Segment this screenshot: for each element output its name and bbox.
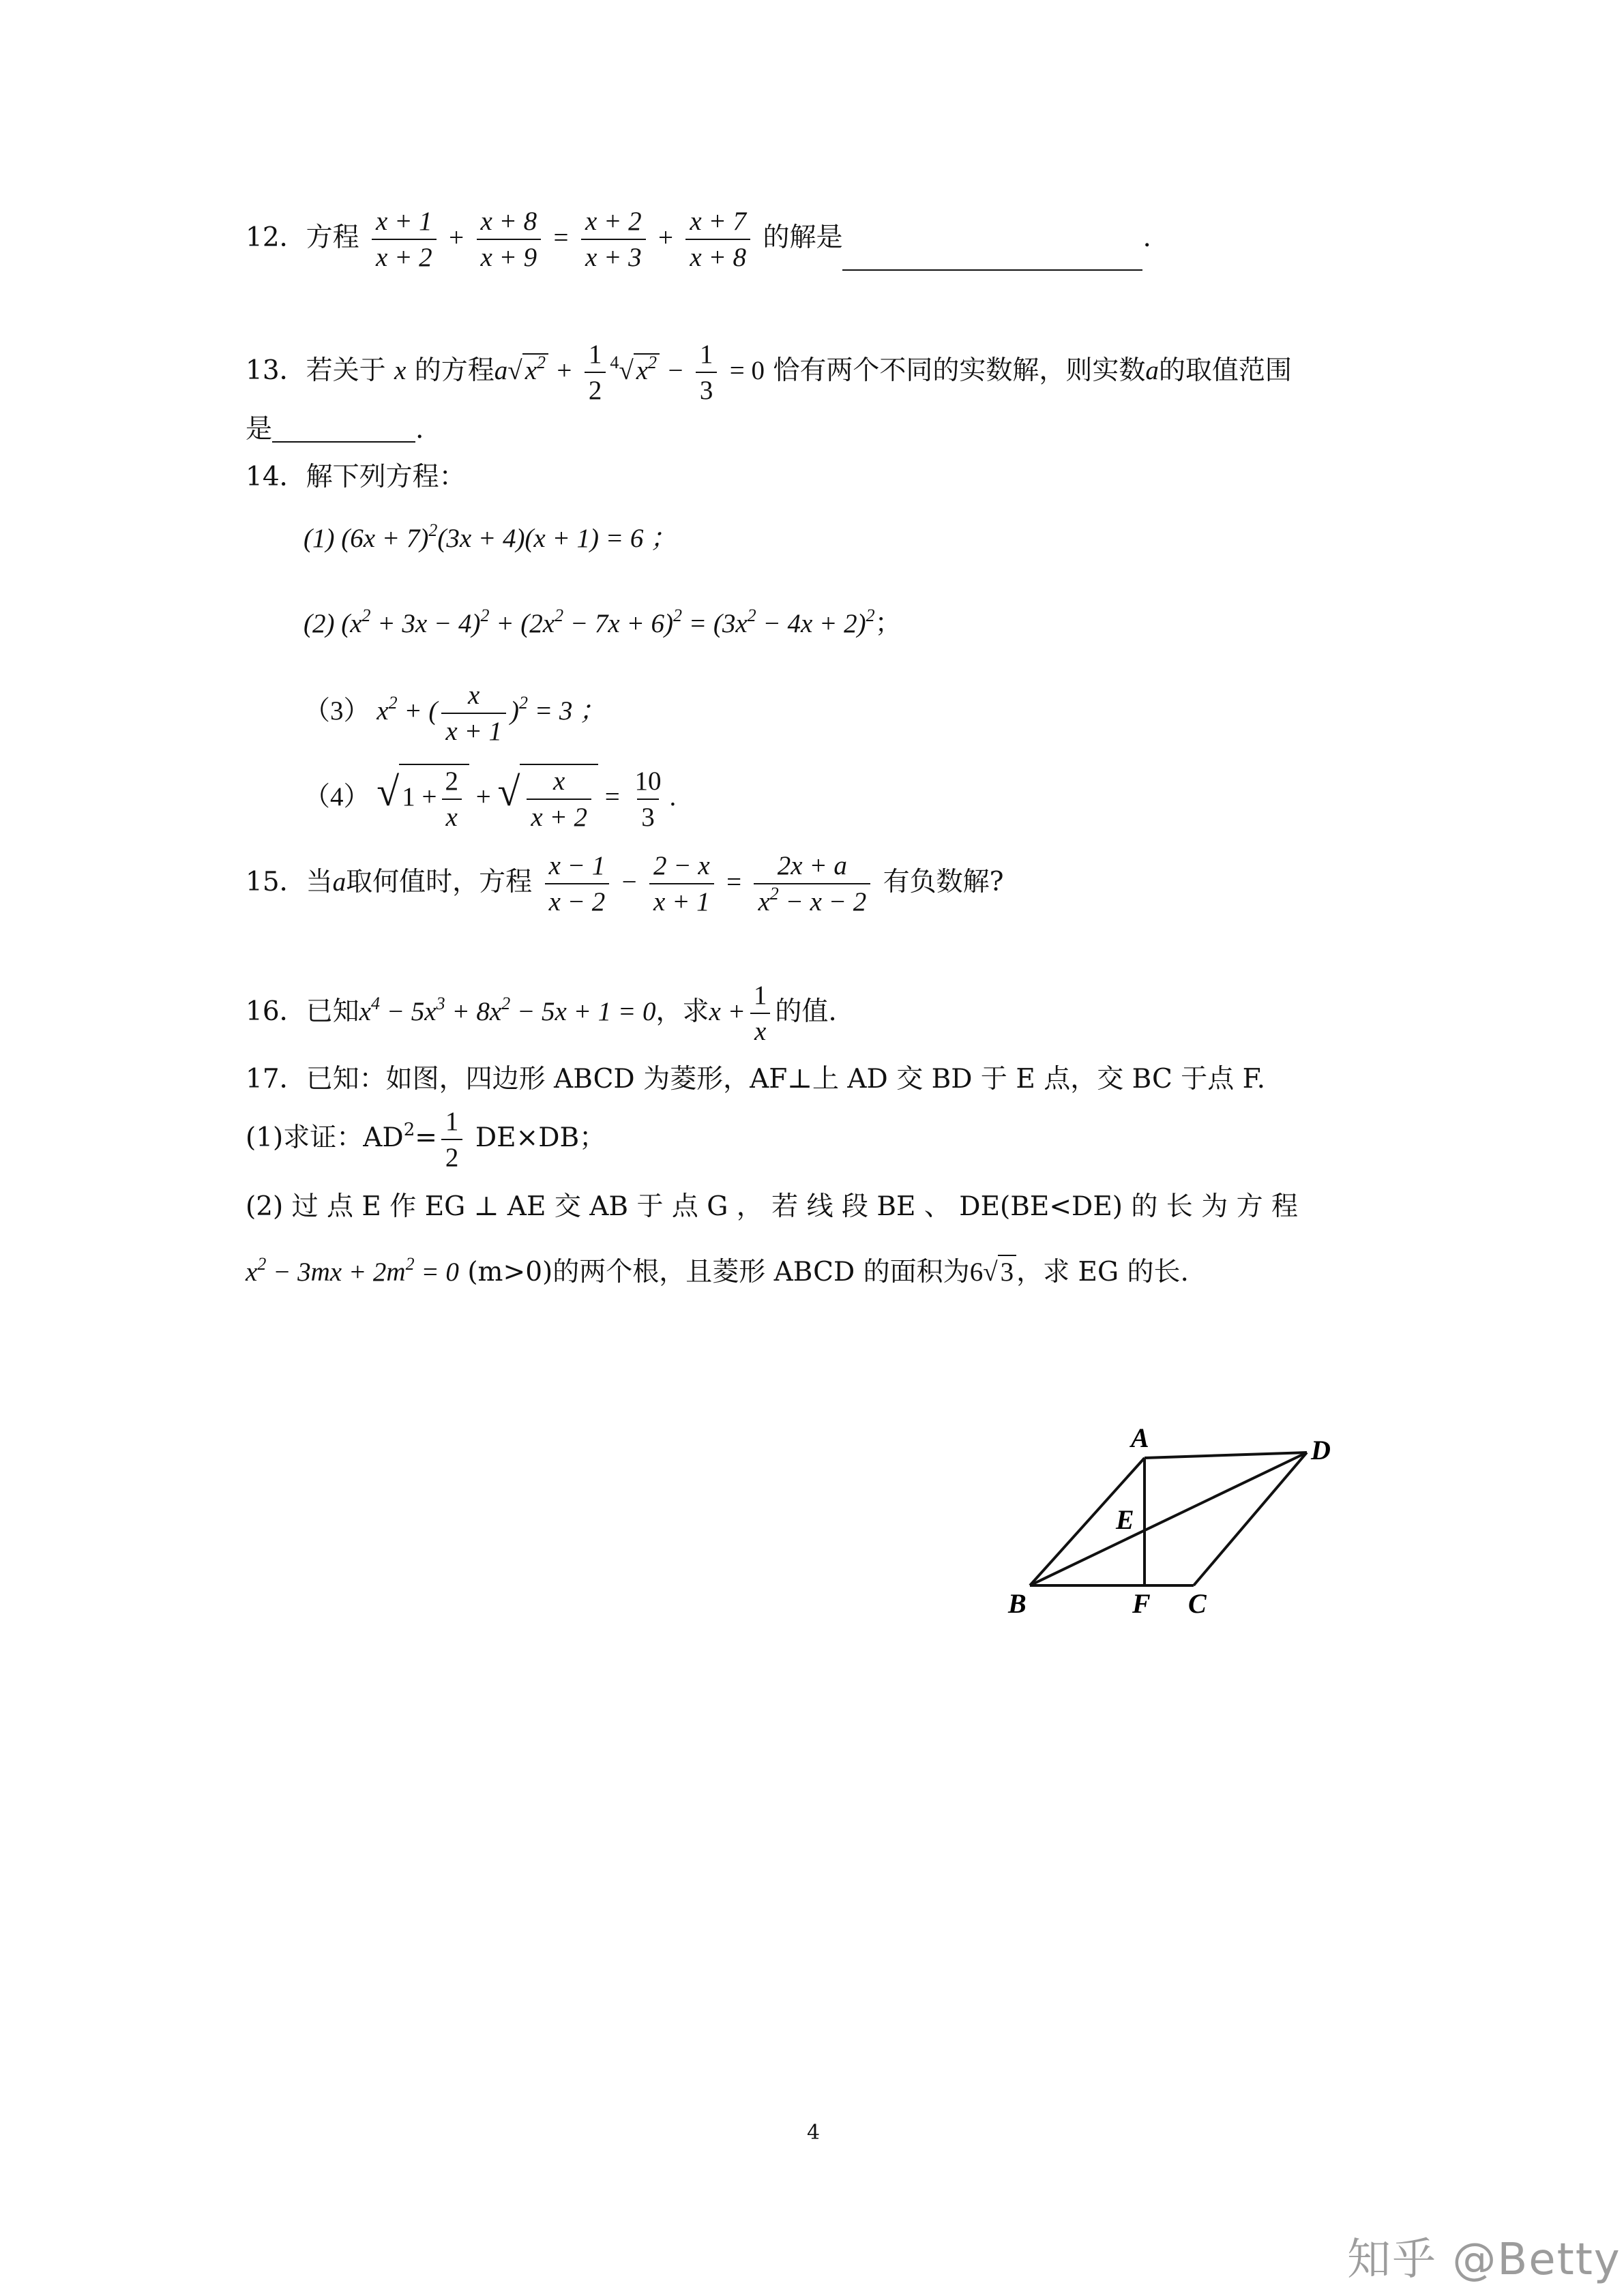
side-ad — [1145, 1452, 1307, 1458]
q12-answer-blank[interactable] — [842, 245, 1142, 271]
problem-14-part-4: （4） √ 1 + $\frac{2}{x}$ + √ $\frac{x}{x + 2}$ = $\frac{10}{3}$ . — [304, 764, 676, 831]
problem-14-title: 14．解下列方程： — [246, 462, 466, 492]
q13-answer-blank[interactable] — [272, 417, 415, 443]
problem-17-part-2-line-1: (2) 过 点 E 作 EG ⊥ AE 交 AB 于 点 G ， 若 线 段 BE 、 DE(BE<DE) 的 长 为 方 程 — [246, 1191, 1298, 1222]
q14-p4-rhs: $\frac{10}{3}$ — [634, 766, 662, 832]
vertex-label-b: B — [1008, 1588, 1027, 1619]
q13-third-fraction: $\frac{1}{3}$ — [696, 341, 718, 404]
q15-fraction-2: $\frac{2 - x}{x + 1}$ — [649, 852, 714, 915]
vertex-label-d: D — [1311, 1435, 1331, 1465]
problem-13: 13．若关于 x 的方程a√ $x^2$ + $\frac{1}{2}$ $^4$√ $x^2$ − $\frac{1}{3}$ = 0 恰有两个不同的实数解，则实数a的取值范围 — [246, 340, 1292, 405]
problem-16: 16．已知$x^4 - 5x^3 + 8x^2 - 5x + 1 = 0$，求x + $\frac{1}{x}$ 的值. — [246, 981, 837, 1046]
q12-fraction-2: $\frac{x + 8}{x + 9}$ — [477, 208, 542, 271]
q12-fraction-1: $\frac{x + 1}{x + 2}$ — [372, 208, 437, 271]
q14-p3-fraction: $\frac{x}{x + 1}$ — [441, 682, 506, 745]
q17-half-fraction: $\frac{1}{2}$ — [441, 1108, 463, 1171]
q13-radical-2: $x^2$ — [634, 353, 660, 384]
problem-13-line-2: 是 . — [246, 414, 424, 445]
q17-sqrt3: 3 — [998, 1255, 1017, 1285]
vertex-label-a: A — [1131, 1422, 1149, 1453]
vertex-label-c: C — [1188, 1588, 1207, 1619]
q12-fraction-4: $\frac{x + 7}{x + 8}$ — [685, 208, 750, 271]
side-dc — [1194, 1452, 1307, 1585]
problem-12: 12．方程 $\frac{x + 1}{x + 2}$ + $\frac{x + 8}{x + 9}$ = $\frac{x + 2}{x + 3}$ + $\frac{x + 7}{x + 8}$ 的解是 . — [246, 207, 1151, 272]
problem-17-part-1: (1)求证：$AD^2=$ $\frac{1}{2}$ DE×DB； — [246, 1107, 606, 1172]
rhombus-figure — [989, 1418, 1344, 1623]
problem-14-part-3: （3） $x^2$ + ( $\frac{x}{x + 1}$ )$^2$ = 3 ； — [304, 681, 606, 746]
page-number: 4 — [807, 2121, 821, 2145]
problem-14-part-2: (2) $(x^2 + 3x - 4)^2 + (2x^2 - 7x + 6)^2 = (3x^2 - 4x + 2)^2$； — [304, 606, 902, 638]
point-label-e: E — [1116, 1504, 1134, 1535]
problem-17-line-1: 17．已知：如图，四边形 ABCD 为菱形，AF⊥上 AD 交 BD 于 E 点，交 BC 于点 F. — [246, 1064, 1265, 1094]
q15-fraction-1: $\frac{x - 1}{x - 2}$ — [545, 852, 610, 915]
q16-fraction: $\frac{1}{x}$ — [750, 982, 771, 1045]
q12-fraction-3: $\frac{x + 2}{x + 3}$ — [581, 208, 646, 271]
problem-15: 15．当a取何值时，方程 $\frac{x - 1}{x - 2}$ − $\frac{2 - x}{x + 1}$ = $\frac{2x + a}{x^2 - x - 2}$ 有负数解? — [246, 851, 1004, 916]
q14-p4-radical-1: 1 + $\frac{2}{x}$ — [399, 764, 469, 831]
q14-p4-radical-2: $\frac{x}{x + 2}$ — [520, 764, 598, 831]
diagonal-bd — [1030, 1452, 1307, 1585]
q13-half-fraction: $\frac{1}{2}$ — [585, 341, 606, 404]
point-label-f: F — [1132, 1588, 1151, 1619]
problem-14-part-1: (1) $(6x + 7)^2(3x + 4)(x + 1) = 6$ ； — [304, 520, 677, 553]
q15-fraction-3: $\frac{2x + a}{x^2 - x - 2}$ — [754, 852, 870, 915]
problem-17-part-2-line-2: $x^2 - 3mx + 2m^2 = 0$ (m>0)的两个根，且菱形 ABCD 的面积为6√ 3 ，求 EG 的长. — [246, 1254, 1189, 1287]
q12-label: 12．方程 — [246, 222, 359, 253]
q13-radical-1: $x^2$ — [522, 353, 548, 384]
watermark: 知乎 @Betty — [1347, 2235, 1621, 2285]
